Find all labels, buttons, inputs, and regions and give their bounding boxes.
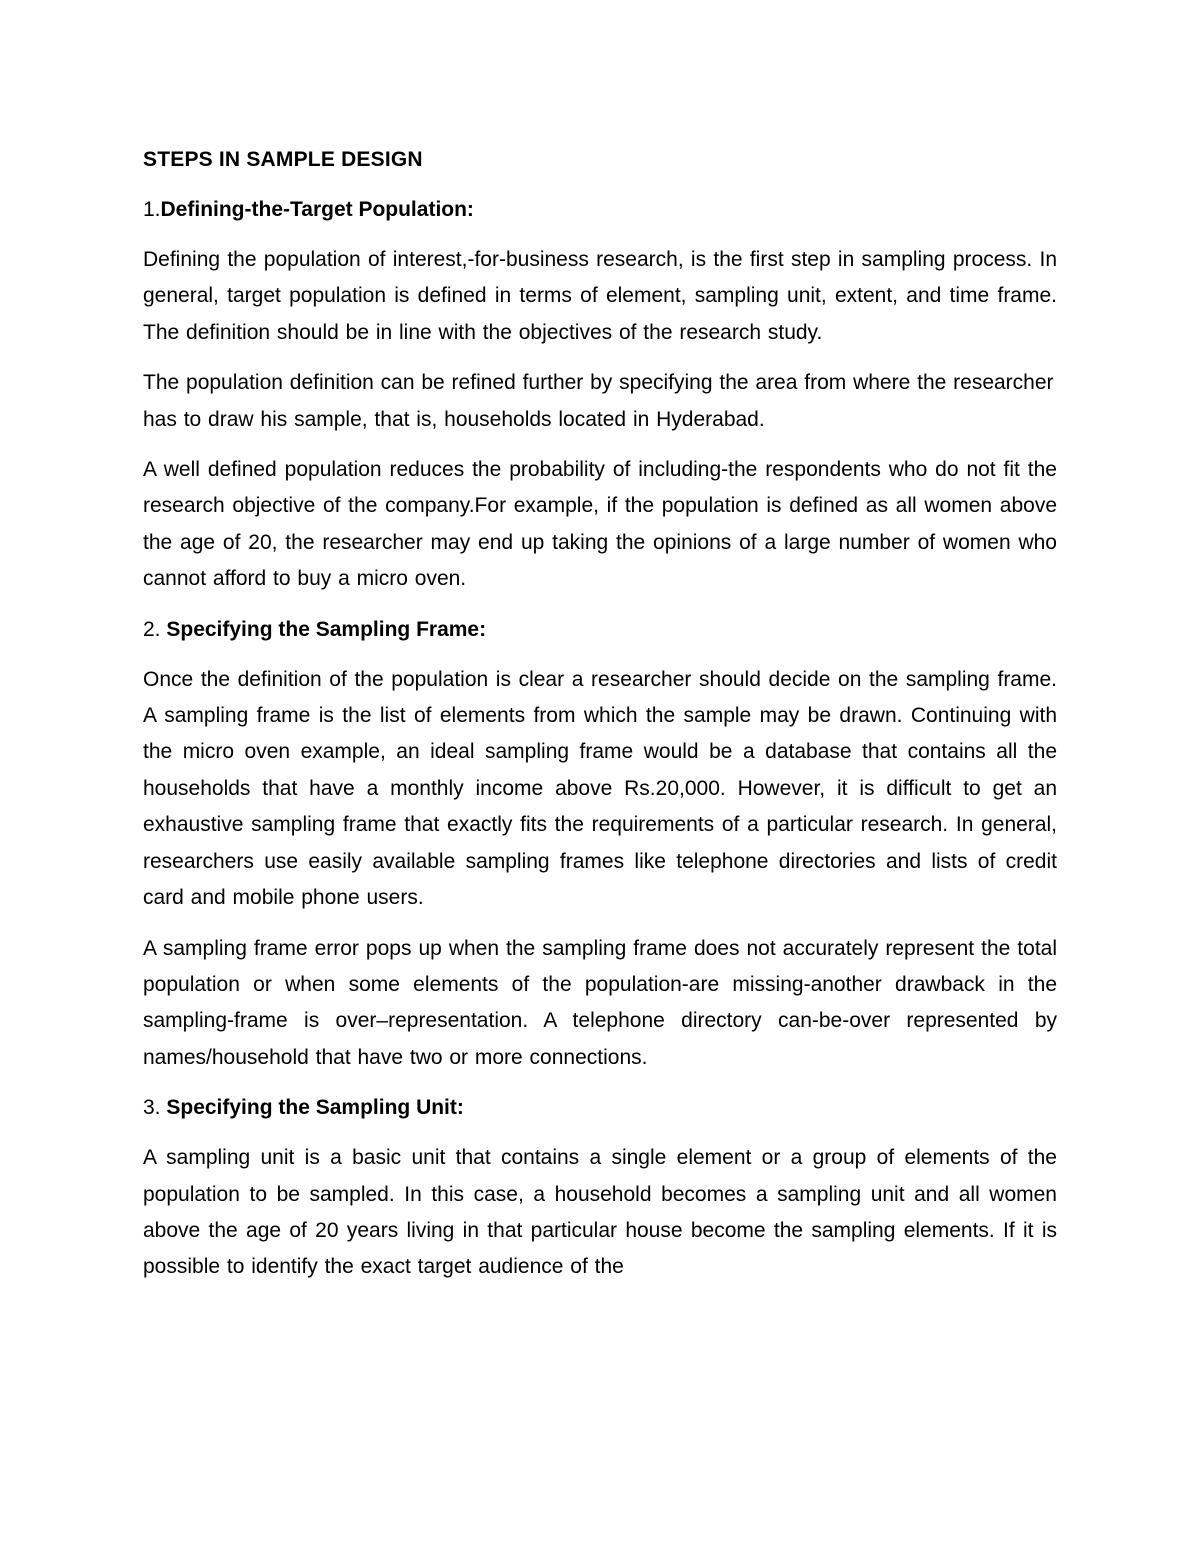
section-number: 3. (143, 1096, 167, 1120)
document-page (143, 142, 1057, 1553)
paragraph: A sampling frame error pops up when the sampling frame does not accurately represent the total population or when some elements of the population-are missing-another drawback in the sampling-frame is over–representation. A telephone directory can-be-over represented by names/household that have two or more connections. (143, 936, 1057, 1069)
paragraph: A sampling unit is a basic unit that contains a single element or a group of elements of the population to be sampled. In this case, a household becomes a sampling unit and all women above the age of 20 years living in that particular house become the sampling elements. If it is possible to identify the exact target audience of the (143, 1146, 1057, 1279)
section-number: 2. (143, 617, 167, 641)
section-heading-2 (143, 612, 1057, 648)
section-number: 1. (143, 198, 161, 221)
document-title: STEPS IN SAMPLE DESIGN (143, 148, 423, 171)
paragraph: A well defined population reduces the probability of including-the respondents who do not fit the research objective of the company.For example, if the population is defined as all women above the age of 20, the researcher may end up taking the opinions of a large number of women who cannot afford to buy a micro oven. (143, 458, 1057, 591)
section-heading-label: Specifying the Sampling Unit: (166, 1096, 464, 1120)
section-heading-3 (143, 1090, 1057, 1126)
paragraph: Once the definition of the population is clear a researcher should decide on the sampling frame. A sampling frame is the list of elements from which the sample may be drawn. Continuing with the micro oven example, an ideal sampling frame would be a database that contains all the households that have a monthly income above Rs.20,000. However, it is difficult to get an exhaustive sampling frame that exactly fits the requirements of a particular research. In general, researchers use easily available sampling frames like telephone directories and lists of credit card and mobile phone users. (143, 667, 1057, 910)
section-heading-1 (143, 192, 1057, 228)
section-heading-label: Specifying the Sampling Frame: (166, 617, 487, 641)
section-heading-label: Defining-the-Target Population: (160, 198, 474, 221)
paragraph: The population definition can be refined further by specifying the area from where the researcher has to draw his sample, that is, households located in Hyderabad. (143, 371, 1054, 431)
paragraph: Defining the population of interest,-for-business research, is the first step in sampling process. In general, target population is defined in terms of element, sampling unit, extent, and time frame. The definition should be in line with the objectives of the research study. (143, 248, 1057, 344)
